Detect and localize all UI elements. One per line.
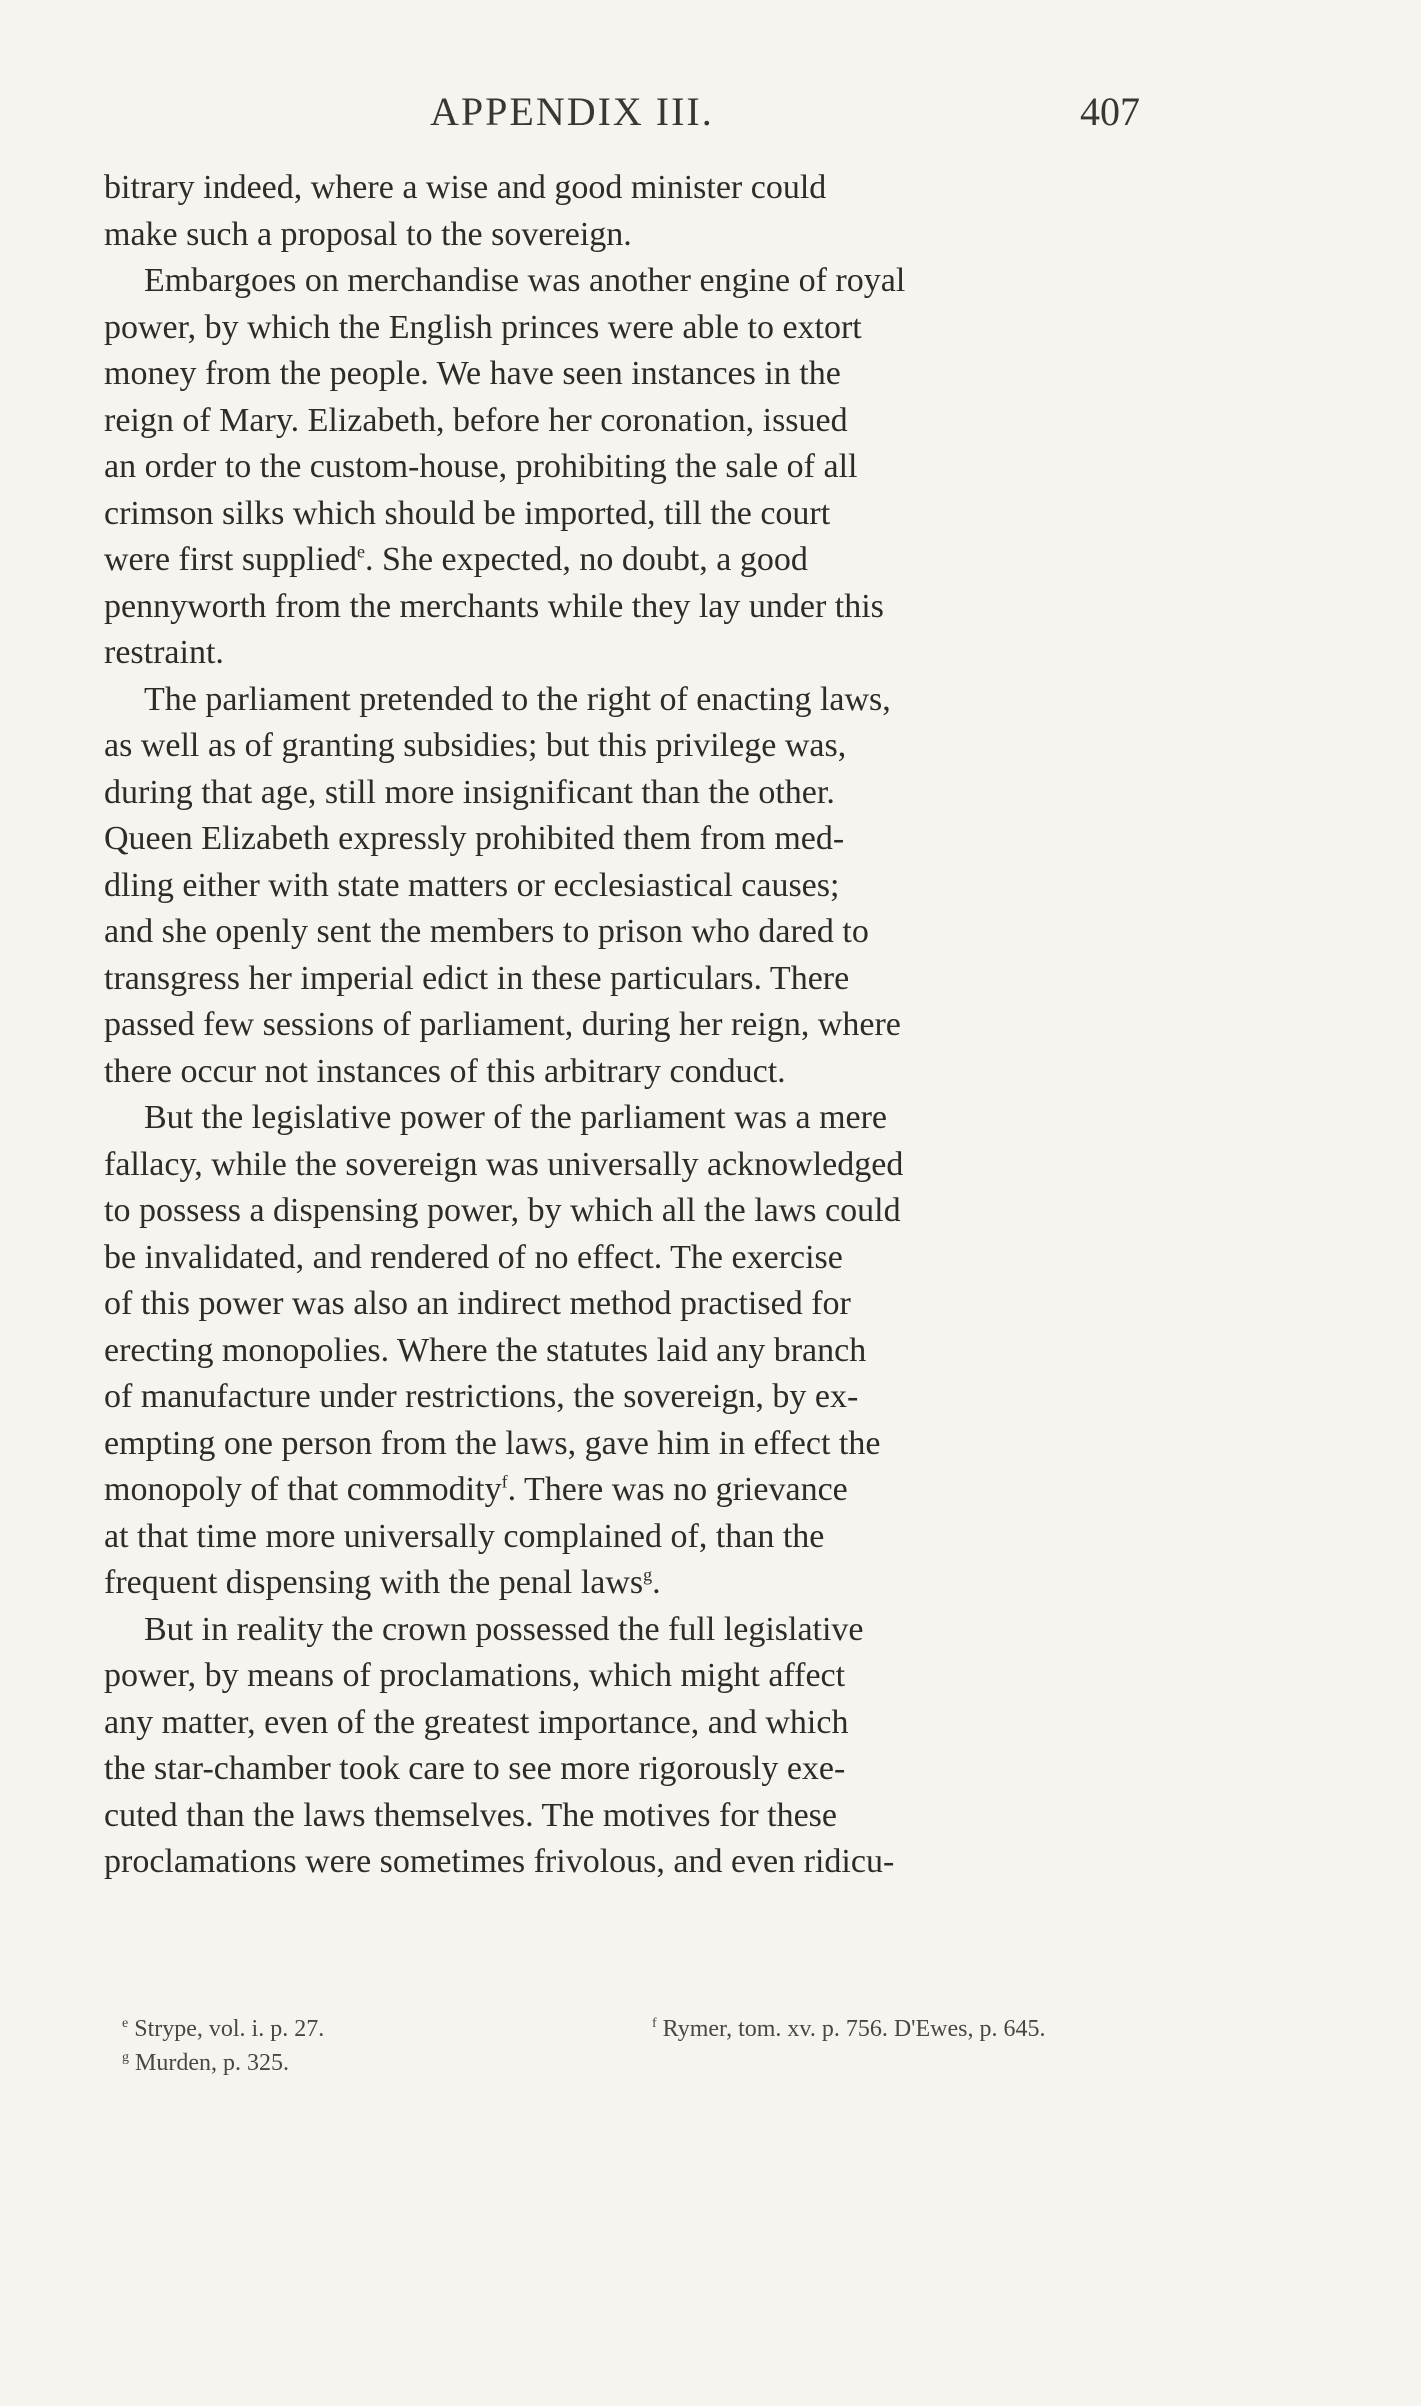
text-line xyxy=(104,212,1154,259)
line-text: Embargoes on merchandise was another engine of royal xyxy=(144,262,906,299)
line-text: any matter, even of the greatest importance, and which xyxy=(104,1703,849,1741)
line-text: at that time more universally complained of, than the xyxy=(104,1517,825,1555)
text-line xyxy=(104,444,1154,491)
text-line xyxy=(104,584,1154,631)
line-text: to possess a dispensing power, by which all the laws could xyxy=(104,1192,901,1229)
text-line xyxy=(104,1281,1154,1328)
line-text: empting one person from the laws, gave him in effect the xyxy=(104,1424,881,1462)
line-text: proclamations were sometimes frivolous, and even ridicu- xyxy=(104,1843,895,1880)
text-line xyxy=(104,956,1154,1003)
text-line xyxy=(104,1421,1154,1468)
footnote-reference: e xyxy=(357,541,366,562)
line-text: cuted than the laws themselves. The motives for these xyxy=(104,1796,838,1834)
footnote-reference: f xyxy=(501,1471,508,1492)
footnote-g xyxy=(122,2046,289,2080)
line-text: pennyworth from the merchants while they lay under this xyxy=(104,587,884,625)
footnote-row xyxy=(122,2046,1302,2080)
text-line xyxy=(104,909,1154,956)
line-text: crimson silks which should be imported, till the court xyxy=(104,494,831,532)
line-text: bitrary indeed, where a wise and good minister could xyxy=(104,169,827,206)
text-line xyxy=(104,1374,1154,1421)
text-line xyxy=(104,677,1154,724)
text-line xyxy=(104,491,1154,538)
text-line xyxy=(104,1793,1154,1840)
footnote-row xyxy=(122,2012,1302,2046)
text-line xyxy=(104,1142,1154,1189)
line-text: an order to the custom-house, prohibiting the sale of all xyxy=(104,448,858,485)
body-text xyxy=(104,165,1154,1886)
line-text: be invalidated, and rendered of no effect. The exercise xyxy=(104,1238,843,1276)
line-text: there occur not instances of this arbitrary conduct. xyxy=(104,1052,786,1090)
footnote-e xyxy=(122,2012,324,2046)
line-text: fallacy, while the sovereign was universally acknowledged xyxy=(104,1145,904,1183)
footnote-reference: g xyxy=(643,1564,653,1585)
text-line xyxy=(104,1188,1154,1235)
line-text: The parliament pretended to the right of enacting laws, xyxy=(144,680,891,718)
text-line xyxy=(104,1607,1154,1654)
line-text: money from the people. We have seen instances in the xyxy=(104,355,841,392)
footnote-mark: f xyxy=(652,2016,657,2031)
line-text-continued: . There was no grievance xyxy=(507,1471,848,1508)
text-line xyxy=(104,630,1154,677)
line-text: as well as of granting subsidies; but this privilege was, xyxy=(104,727,847,764)
text-line xyxy=(104,1328,1154,1375)
text-line xyxy=(104,165,1154,212)
text-line xyxy=(104,1839,1154,1886)
line-text: during that age, still more insignificant than the other. xyxy=(104,773,835,811)
text-line xyxy=(104,537,1154,584)
text-line xyxy=(104,1560,1154,1607)
text-line xyxy=(104,1095,1154,1142)
text-line xyxy=(104,1514,1154,1561)
line-text: and she openly sent the members to prison who dared to xyxy=(104,913,869,950)
line-text: Queen Elizabeth expressly prohibited them from med- xyxy=(104,820,845,857)
line-text-continued: . xyxy=(652,1564,661,1601)
running-title: APPENDIX III. xyxy=(430,89,714,134)
line-text: of manufacture under restrictions, the sovereign, by ex- xyxy=(104,1378,859,1415)
text-line xyxy=(104,816,1154,863)
footnote-text: Strype, vol. i. p. 27. xyxy=(134,2016,325,2042)
line-text: power, by means of proclamations, which might affect xyxy=(104,1657,846,1694)
text-line xyxy=(104,1653,1154,1700)
text-line xyxy=(104,863,1154,910)
text-line xyxy=(104,1002,1154,1049)
line-text: were first supplied xyxy=(104,541,358,578)
line-text: passed few sessions of parliament, during her reign, where xyxy=(104,1006,901,1043)
line-text: restraint. xyxy=(104,634,224,671)
text-line xyxy=(104,398,1154,445)
footnote-f xyxy=(652,2012,1046,2046)
page-number: 407 xyxy=(1080,89,1140,134)
footnotes xyxy=(122,2012,1302,2080)
text-line xyxy=(104,723,1154,770)
line-text: reign of Mary. Elizabeth, before her coronation, issued xyxy=(104,401,848,439)
text-line xyxy=(104,770,1154,817)
text-line xyxy=(104,258,1154,305)
line-text: transgress her imperial edict in these particulars. There xyxy=(104,959,850,997)
text-line xyxy=(104,351,1154,398)
text-line xyxy=(104,1746,1154,1793)
footnote-text: Murden, p. 325. xyxy=(135,2050,289,2076)
line-text: make such a proposal to the sovereign. xyxy=(104,215,632,253)
line-text: But the legislative power of the parliament was a mere xyxy=(144,1099,888,1136)
footnote-mark: e xyxy=(122,2016,129,2031)
footnote-mark: g xyxy=(122,2050,129,2065)
page-header xyxy=(190,88,1140,148)
line-text: power, by which the English princes were able to extort xyxy=(104,308,862,346)
line-text: dling either with state matters or ecclesiastical causes; xyxy=(104,866,840,904)
line-text: the star-chamber took care to see more rigorously exe- xyxy=(104,1750,846,1787)
text-line xyxy=(104,1467,1154,1514)
line-text: erecting monopolies. Where the statutes laid any branch xyxy=(104,1331,867,1369)
text-line xyxy=(104,1700,1154,1747)
text-line xyxy=(104,305,1154,352)
text-line xyxy=(104,1235,1154,1282)
line-text: of this power was also an indirect method practised for xyxy=(104,1285,851,1322)
line-text: frequent dispensing with the penal laws xyxy=(104,1564,644,1601)
text-line xyxy=(104,1049,1154,1096)
line-text-continued: . She expected, no doubt, a good xyxy=(365,541,808,578)
line-text: monopoly of that commodity xyxy=(104,1471,502,1508)
line-text: But in reality the crown possessed the full legislative xyxy=(144,1610,864,1648)
footnote-text: Rymer, tom. xv. p. 756. D'Ewes, p. 645. xyxy=(662,2016,1046,2042)
